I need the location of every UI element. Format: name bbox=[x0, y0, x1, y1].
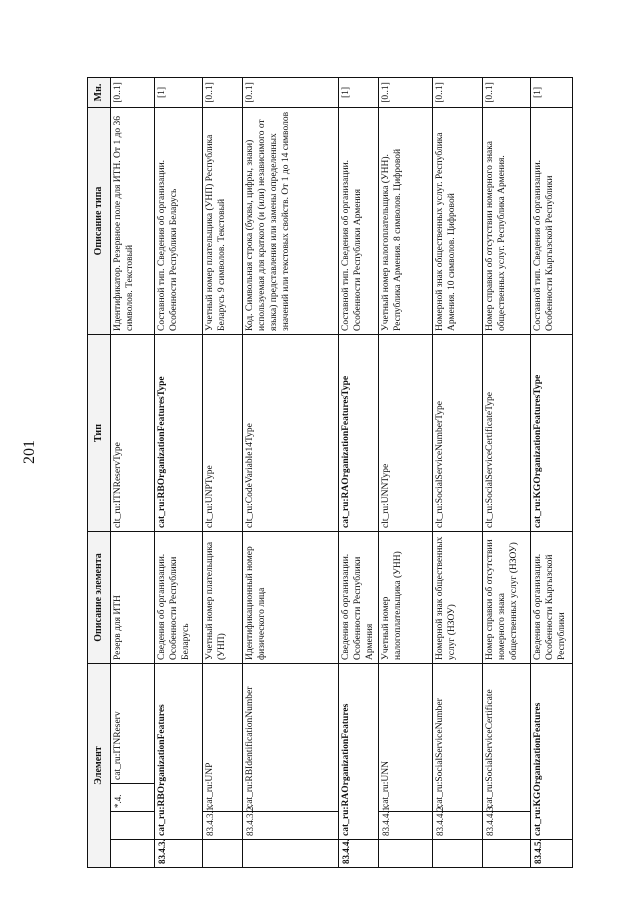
row-number: 83.4.4. bbox=[339, 840, 379, 868]
row-number: 83.4.4.1. bbox=[379, 812, 433, 840]
element-description: Сведения об организации. Особенности Кыргызской Республики bbox=[531, 532, 573, 664]
table-row bbox=[339, 78, 379, 868]
table-row bbox=[379, 78, 433, 868]
multiplicity: [0..1] bbox=[433, 78, 483, 108]
header-multiplicity: Мн. bbox=[88, 78, 111, 108]
element-description: Учетный номер налогоплательщика (УНН) bbox=[379, 532, 433, 664]
element-description: Резерв для ИТН bbox=[111, 532, 155, 664]
element-description: Учетный номер плательщика (УНП) bbox=[203, 532, 243, 664]
header-type: Тип bbox=[88, 335, 111, 532]
table-row bbox=[483, 78, 531, 868]
row-number: 83.4.4.3. bbox=[483, 812, 531, 840]
element-description: Сведения об организации. Особенности Республики Беларусь bbox=[155, 532, 203, 664]
element-name: cat_ru:RBOrganizationFeatures bbox=[155, 664, 203, 840]
row-number: 83.4.3.1. bbox=[203, 812, 243, 840]
table-row bbox=[155, 78, 203, 868]
row-number: 83.4.4.2. bbox=[433, 812, 483, 840]
type-description: Учетный номер плательщика (УНП) Республика Беларусь 9 символов. Текстовый bbox=[203, 108, 243, 335]
indent-cell bbox=[483, 840, 531, 868]
type-description: Составной тип. Сведения об организации. Особенности Республики Беларусь bbox=[155, 108, 203, 335]
type-description: Код. Символьная строка (буквы, цифры, знаки) используемая для краткого (и (или) независимого от языка) представления или замены определенных значений или текстовых свойств. От 1 до 14 символов bbox=[243, 108, 339, 335]
type-description: Учетный номер налогоплательщика (УНН). Республика Армения. 8 символов. Цифровой bbox=[379, 108, 433, 335]
element-type: cat_ru:RBOrganizationFeaturesType bbox=[155, 335, 203, 532]
row-number: *.4. bbox=[111, 784, 155, 812]
row-number: 83.4.5. bbox=[531, 840, 573, 868]
element-description: Номер справки об отсутствии номерного знака общественных услуг (НЗОУ) bbox=[483, 532, 531, 664]
table-row bbox=[433, 78, 483, 868]
element-type: cat_ru:RAOrganizationFeaturesType bbox=[339, 335, 379, 532]
type-description: Номерной знак общественных услуг. Республика Армения. 10 символов. Цифровой bbox=[433, 108, 483, 335]
table-header-row bbox=[88, 78, 111, 868]
element-name: cat_ru:SocialServiceCertificate bbox=[483, 664, 531, 812]
header-type-description: Описание типа bbox=[88, 108, 111, 335]
indent-cell bbox=[433, 840, 483, 868]
element-description: Сведения об организации. Особенности Республики Армения bbox=[339, 532, 379, 664]
type-description: Составной тип. Сведения об организации. Особенности Республики Армения bbox=[339, 108, 379, 335]
type-description: Идентификатор. Резервное поле для ИТН. От 1 до 36 символов. Текстовый bbox=[111, 108, 155, 335]
element-name: cat_ru:SocialServiceNumber bbox=[433, 664, 483, 812]
indent-cell bbox=[379, 840, 433, 868]
element-description: Идентификационный номер физического лица bbox=[243, 532, 339, 664]
rotated-table-container bbox=[87, 78, 567, 868]
element-name: cat_ru:UNP bbox=[203, 664, 243, 812]
element-name: cat_ru:ITNReserv bbox=[111, 664, 155, 784]
multiplicity: [1] bbox=[531, 78, 573, 108]
indent-cell bbox=[203, 840, 243, 868]
page-number: 201 bbox=[21, 440, 38, 464]
element-name: cat_ru:RBIdentificationNumber bbox=[243, 664, 339, 812]
multiplicity: [1] bbox=[155, 78, 203, 108]
element-type: clt_ru:UNPType bbox=[203, 335, 243, 532]
element-type: clt_ru:ITNReservType bbox=[111, 335, 155, 532]
multiplicity: [0..1] bbox=[111, 78, 155, 108]
multiplicity: [0..1] bbox=[243, 78, 339, 108]
row-number: 83.4.3.2. bbox=[243, 812, 339, 840]
element-type: clt_ru:UNNType bbox=[379, 335, 433, 532]
header-element: Элемент bbox=[88, 664, 111, 868]
element-type: clt_ru:SocialServiceCertificateType bbox=[483, 335, 531, 532]
header-element-description: Описание элемента bbox=[88, 532, 111, 664]
indent-cell bbox=[111, 840, 155, 868]
row-number: 83.4.3. bbox=[155, 840, 203, 868]
type-description: Номер справки об отсутствии номерного знака общественных услуг. Республика Армения. bbox=[483, 108, 531, 335]
element-type: cat_ru:KGOrganizationFeaturesType bbox=[531, 335, 573, 532]
elements-table bbox=[87, 77, 573, 868]
type-description: Составной тип. Сведения об организации. Особенности Кыргызской Республики bbox=[531, 108, 573, 335]
element-name: cat_ru:RAOrganizationFeatures bbox=[339, 664, 379, 840]
table-row bbox=[243, 78, 339, 868]
table-row bbox=[531, 78, 573, 868]
element-type: clt_ru:SocialServiceNumberType bbox=[433, 335, 483, 532]
element-type: clt_ru:CodeVariable14Type bbox=[243, 335, 339, 532]
table-row bbox=[111, 78, 155, 868]
element-description: Номерной знак общественных услуг (НЗОУ) bbox=[433, 532, 483, 664]
multiplicity: [1] bbox=[339, 78, 379, 108]
table-row bbox=[203, 78, 243, 868]
multiplicity: [0..1] bbox=[483, 78, 531, 108]
indent-cell bbox=[243, 840, 339, 868]
element-name: cat_ru:KGOrganizationFeatures bbox=[531, 664, 573, 840]
multiplicity: [0..1] bbox=[379, 78, 433, 108]
multiplicity: [0..1] bbox=[203, 78, 243, 108]
element-name: cat_ru:UNN bbox=[379, 664, 433, 812]
indent-cell bbox=[111, 812, 155, 840]
